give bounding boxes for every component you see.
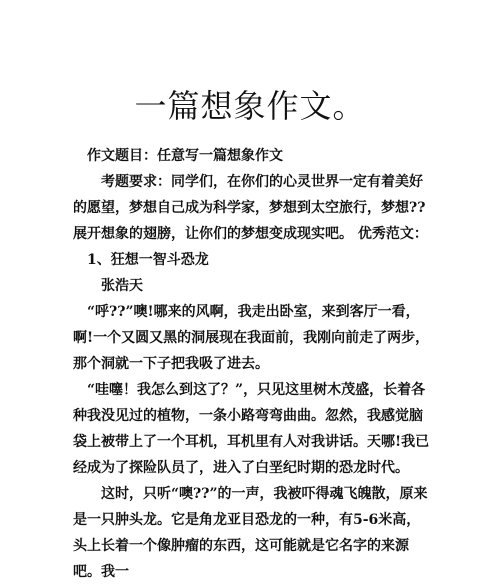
- paragraph-text: 这时，只听“噢??”的一声，我被吓得魂飞魄散，原来是一只肿头龙。它是角龙亚目恐龙的一种，有5-6米高，头上长着一个像肿瘤的东西，这可能就是它名字的来源吧。我一: [73, 486, 428, 580]
- paragraph-requirements: 考题要求：同学们，在你们的心灵世界一定有着美好的愿望，梦想自己成为科学家，梦想到太空旅行，梦想??展开想象的翅膀，让你们的梦想变成现实吧。 优秀范文：: [73, 174, 428, 242]
- paragraph-topic: 作文题目：任意写一篇想象作文: [87, 148, 283, 164]
- document-body: [73, 143, 430, 585]
- paragraph-text: “呼??”噢!哪来的风啊，我走出卧室，来到客厅一看，啊!一个又圆又黑的洞展现在我面前，我刚向前走了两步，那个洞就一下子把我吸了进去。: [73, 304, 430, 372]
- document-title: 一篇想象作文。: [134, 87, 366, 125]
- paragraph-text: “哇噻！我怎么到这了？”，只见这里树木茂盛，长着各种我没见过的植物，一条小路弯弯曲曲。忽然，我感觉脑袋上被带上了一个耳机，耳机里有人对我讲话。天哪!我已经成为了探险队员了，进入了白垩纪时期的恐龙时代。: [73, 382, 430, 476]
- paragraph-essay-heading: 1、狂想一智斗恐龙: [87, 252, 209, 268]
- paragraph-author: 张浩天: [101, 278, 143, 294]
